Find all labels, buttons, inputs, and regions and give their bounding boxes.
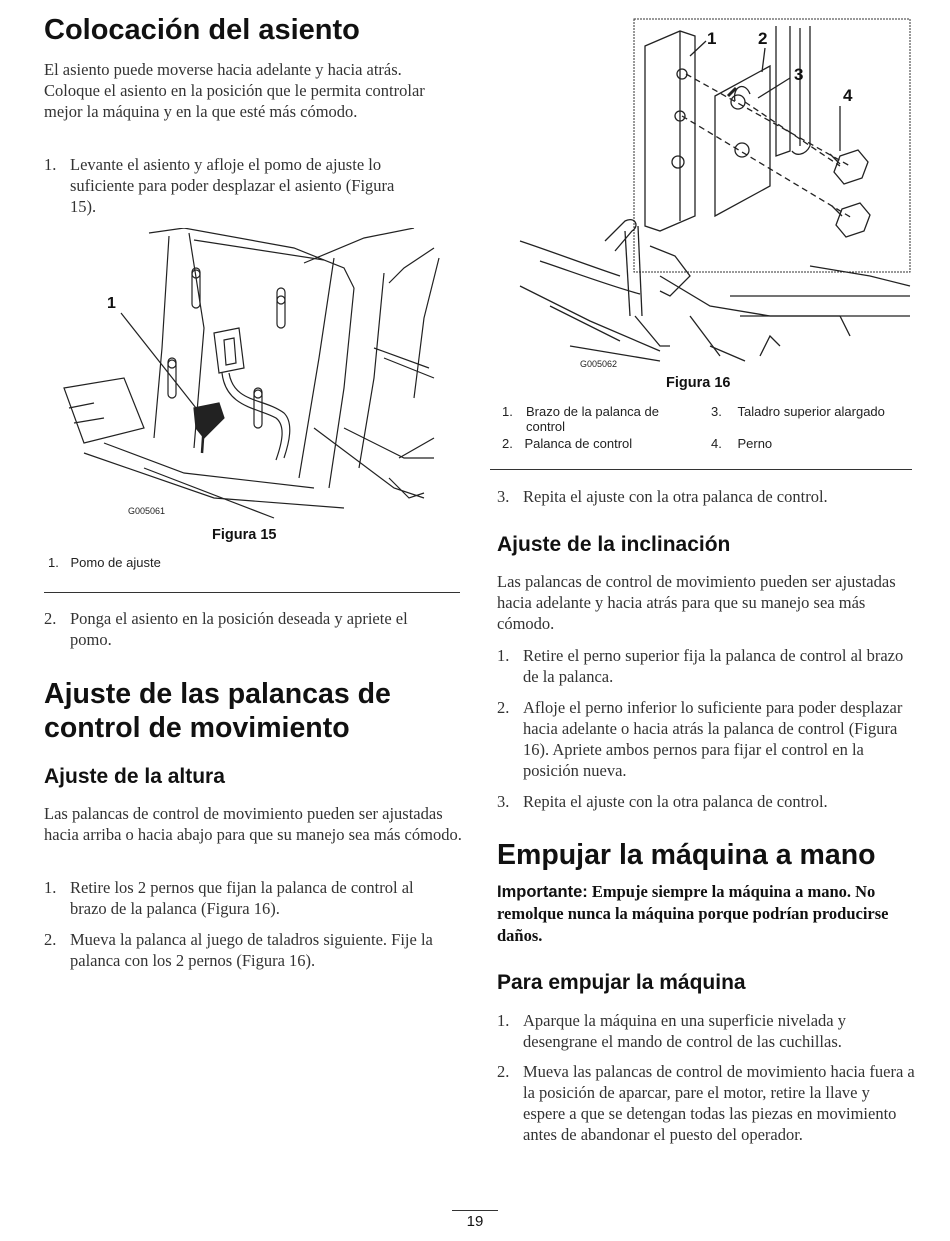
figure-16-callout-2: 2 — [758, 29, 768, 48]
legend-text: Taladro superior alargado — [737, 404, 885, 419]
step-text: Mueva las palancas de control de movimiento hacia fuera a la posición de aparcar, pare el motor, retire la llave y espere a que se detengan todas las piezas en movimiento antes de abandonar el puesto del operador. — [523, 1062, 915, 1144]
step-number: 1. — [44, 155, 57, 174]
important-label: Importante: — [497, 883, 588, 901]
page-number: 19 — [466, 1213, 484, 1230]
legend-text: Pomo de ajuste — [70, 555, 161, 570]
step-text: Retire los 2 pernos que fijan la palanca de control al brazo de la palanca (Figura 16). — [70, 878, 414, 918]
tilt-subsection-title: Ajuste de la inclinación — [497, 533, 731, 556]
figure-16-callout-1: 1 — [707, 29, 717, 48]
step-number: 3. — [497, 487, 510, 506]
figure-16-caption: Figura 16 — [666, 375, 731, 391]
height-intro-paragraph: Las palancas de control de movimiento pueden ser ajustadas hacia arriba o hacia abajo para que su manejo sea más cómodo. — [44, 804, 462, 844]
step-text: Afloje el perno inferior lo suficiente para poder desplazar hacia adelante o hacia atrás la palanca de control (Figura 16). Apriete ambos pernos para fijar el control en la posición nueva. — [523, 698, 903, 780]
height-step-1 — [44, 877, 454, 919]
figure-16-legend-item-2 — [502, 436, 632, 451]
figure-15-code: G005061 — [128, 506, 166, 516]
figure-15-divider — [44, 592, 460, 593]
figure-15-legend-item — [48, 555, 161, 570]
legend-text: Palanca de control — [524, 436, 633, 451]
seat-section-title: Colocación del asiento — [44, 14, 360, 46]
step-text: Ponga el asiento en la posición deseada y apriete el pomo. — [70, 609, 408, 649]
step-number: 2. — [44, 609, 57, 628]
step-number: 1. — [497, 646, 510, 665]
step-number: 1. — [497, 1011, 510, 1030]
legend-number: 4. — [711, 436, 722, 451]
important-notice — [497, 881, 917, 947]
push-section-title: Empujar la máquina a mano — [497, 839, 876, 871]
step-number: 2. — [497, 1062, 510, 1081]
legend-number: 1. — [502, 404, 513, 419]
tilt-step-3 — [497, 791, 915, 812]
seat-step-2 — [44, 608, 444, 650]
seat-step-1 — [44, 154, 444, 217]
legend-number: 2. — [502, 436, 513, 451]
tilt-step-2 — [497, 697, 915, 781]
step-text: Mueva la palanca al juego de taladros siguiente. Fije la palanca con los 2 pernos (Figura 16). — [70, 930, 433, 970]
push-step-1 — [497, 1010, 915, 1052]
levers-title-line-2: control de movimiento — [44, 712, 350, 744]
height-step-3 — [497, 486, 907, 507]
figure-16-callout-3: 3 — [794, 65, 804, 84]
figure-16-divider — [490, 469, 912, 470]
detail-inset-frame — [634, 19, 910, 272]
figure-16-legend-item-1 — [502, 404, 712, 436]
figure-16-callout-4: 4 — [843, 86, 853, 105]
figure-16-legend-item-4 — [711, 436, 772, 451]
legend-number: 3. — [711, 404, 722, 419]
legend-text: Perno — [737, 436, 773, 451]
seat-adjust-drawing — [44, 228, 464, 528]
push-step-2 — [497, 1061, 915, 1166]
figure-16-code: G005062 — [580, 359, 618, 369]
lever-adjust-drawing — [510, 16, 915, 372]
step-number: 2. — [44, 930, 57, 949]
figure-15-illustration — [44, 228, 464, 528]
figure-16-legend-item-3 — [711, 404, 885, 419]
height-step-2 — [44, 929, 462, 971]
figure-15-caption: Figura 15 — [212, 527, 277, 543]
height-subsection-title: Ajuste de la altura — [44, 765, 225, 788]
step-number: 2. — [497, 698, 510, 717]
step-number: 1. — [44, 878, 57, 897]
step-text: Repita el ajuste con la otra palanca de control. — [523, 792, 828, 811]
page-number-rule — [452, 1210, 498, 1211]
levers-section-title — [44, 677, 391, 745]
tilt-intro-paragraph: Las palancas de control de movimiento pueden ser ajustadas hacia adelante y hacia atrás para que su manejo sea más cómodo. — [497, 572, 896, 633]
figure-15-callout-1: 1 — [107, 295, 116, 312]
levers-title-line-1: Ajuste de las palancas de — [44, 678, 391, 710]
tilt-step-1 — [497, 645, 915, 687]
figure-16-illustration — [510, 16, 915, 372]
important-text: Empuje siempre la máquina a mano. No remolque nunca la máquina porque podrían producirse daños. — [497, 882, 889, 945]
legend-text: Brazo de la palanca de control — [526, 404, 659, 434]
legend-number: 1. — [48, 555, 59, 570]
step-text: Retire el perno superior fija la palanca de control al brazo de la palanca. — [523, 646, 904, 686]
push-subsection-title: Para empujar la máquina — [497, 971, 746, 994]
step-number: 3. — [497, 792, 510, 811]
step-text: Repita el ajuste con la otra palanca de control. — [523, 487, 828, 506]
step-text: Aparque la máquina en una superficie nivelada y desengrane el mando de control de las cuchillas. — [523, 1011, 846, 1051]
seat-intro-paragraph: El asiento puede moverse hacia adelante y hacia atrás. Coloque el asiento en la posición que le permita controlar mejor la máquina y en la que esté más cómodo. — [44, 60, 425, 121]
step-text: Levante el asiento y afloje el pomo de ajuste lo suficiente para poder desplazar el asiento (Figura 15). — [70, 155, 395, 216]
